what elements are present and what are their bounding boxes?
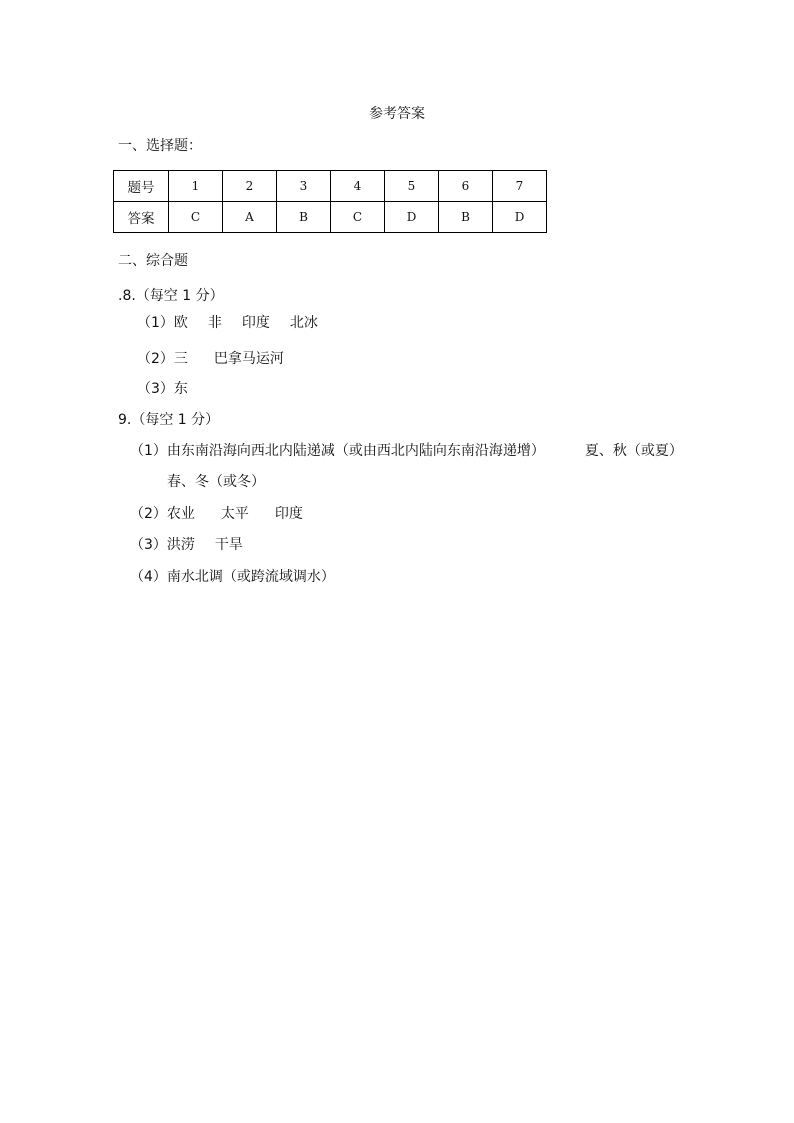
question-number: 2 xyxy=(223,171,277,202)
question-number: 3 xyxy=(277,171,331,202)
section-heading-comprehensive: 二、综合题 xyxy=(118,253,188,269)
question-9-part-1 xyxy=(130,440,683,460)
question-number: 7 xyxy=(493,171,547,202)
answer-text: 农业 xyxy=(166,506,195,522)
question-8-heading: .8.（每空 1 分） xyxy=(118,288,224,304)
question-9-part-2 xyxy=(130,503,303,523)
answer-cell: B xyxy=(277,202,331,233)
question-9-part-1-continuation: 春、冬（或冬） xyxy=(167,474,265,490)
question-number: 5 xyxy=(385,171,439,202)
question-9-heading: 9.（每空 1 分） xyxy=(118,412,220,428)
answer-text: 三 xyxy=(173,351,188,367)
answer-text: 太平 xyxy=(220,506,249,522)
answer-cell: C xyxy=(331,202,385,233)
part-label: （2） xyxy=(130,506,167,522)
question-9-part-4 xyxy=(130,566,335,586)
row-label-number: 题号 xyxy=(114,171,169,202)
answer-text: 夏、秋（或夏） xyxy=(584,443,683,459)
table-row-answers xyxy=(114,202,547,233)
question-8-part-2 xyxy=(137,348,284,368)
answer-cell: D xyxy=(385,202,439,233)
answer-text: 非 xyxy=(207,315,222,331)
question-8-part-3 xyxy=(137,378,188,398)
question-number: 1 xyxy=(169,171,223,202)
answer-cell: A xyxy=(223,202,277,233)
answer-text: 南水北调（或跨流域调水） xyxy=(166,569,335,585)
answer-text: 北冰 xyxy=(289,315,318,331)
part-label: （3） xyxy=(137,381,174,397)
answer-text: 印度 xyxy=(241,315,270,331)
section-heading-choice: 一、选择题： xyxy=(118,138,202,154)
answer-cell: C xyxy=(169,202,223,233)
part-label: （1） xyxy=(137,315,174,331)
document-title: 参考答案 xyxy=(369,106,425,122)
table-row-numbers xyxy=(114,171,547,202)
answer-text: 印度 xyxy=(274,506,303,522)
answer-cell: D xyxy=(493,202,547,233)
answer-cell: B xyxy=(439,202,493,233)
question-8-part-1 xyxy=(137,312,318,332)
row-label-answer: 答案 xyxy=(114,202,169,233)
part-label: （4） xyxy=(130,569,167,585)
answer-text: 由东南沿海向西北内陆递减（或由西北内陆向东南沿海递增） xyxy=(166,443,545,459)
answer-text: 东 xyxy=(173,381,188,397)
question-number: 4 xyxy=(331,171,385,202)
answer-text: 欧 xyxy=(173,315,188,331)
question-number: 6 xyxy=(439,171,493,202)
answer-text: 干旱 xyxy=(214,537,243,553)
answer-text: 洪涝 xyxy=(166,537,195,553)
answer-table xyxy=(113,170,547,233)
part-label: （3） xyxy=(130,537,167,553)
question-9-part-3 xyxy=(130,534,243,554)
part-label: （2） xyxy=(137,351,174,367)
answer-text: 巴拿马运河 xyxy=(213,351,284,367)
part-label: （1） xyxy=(130,443,167,459)
